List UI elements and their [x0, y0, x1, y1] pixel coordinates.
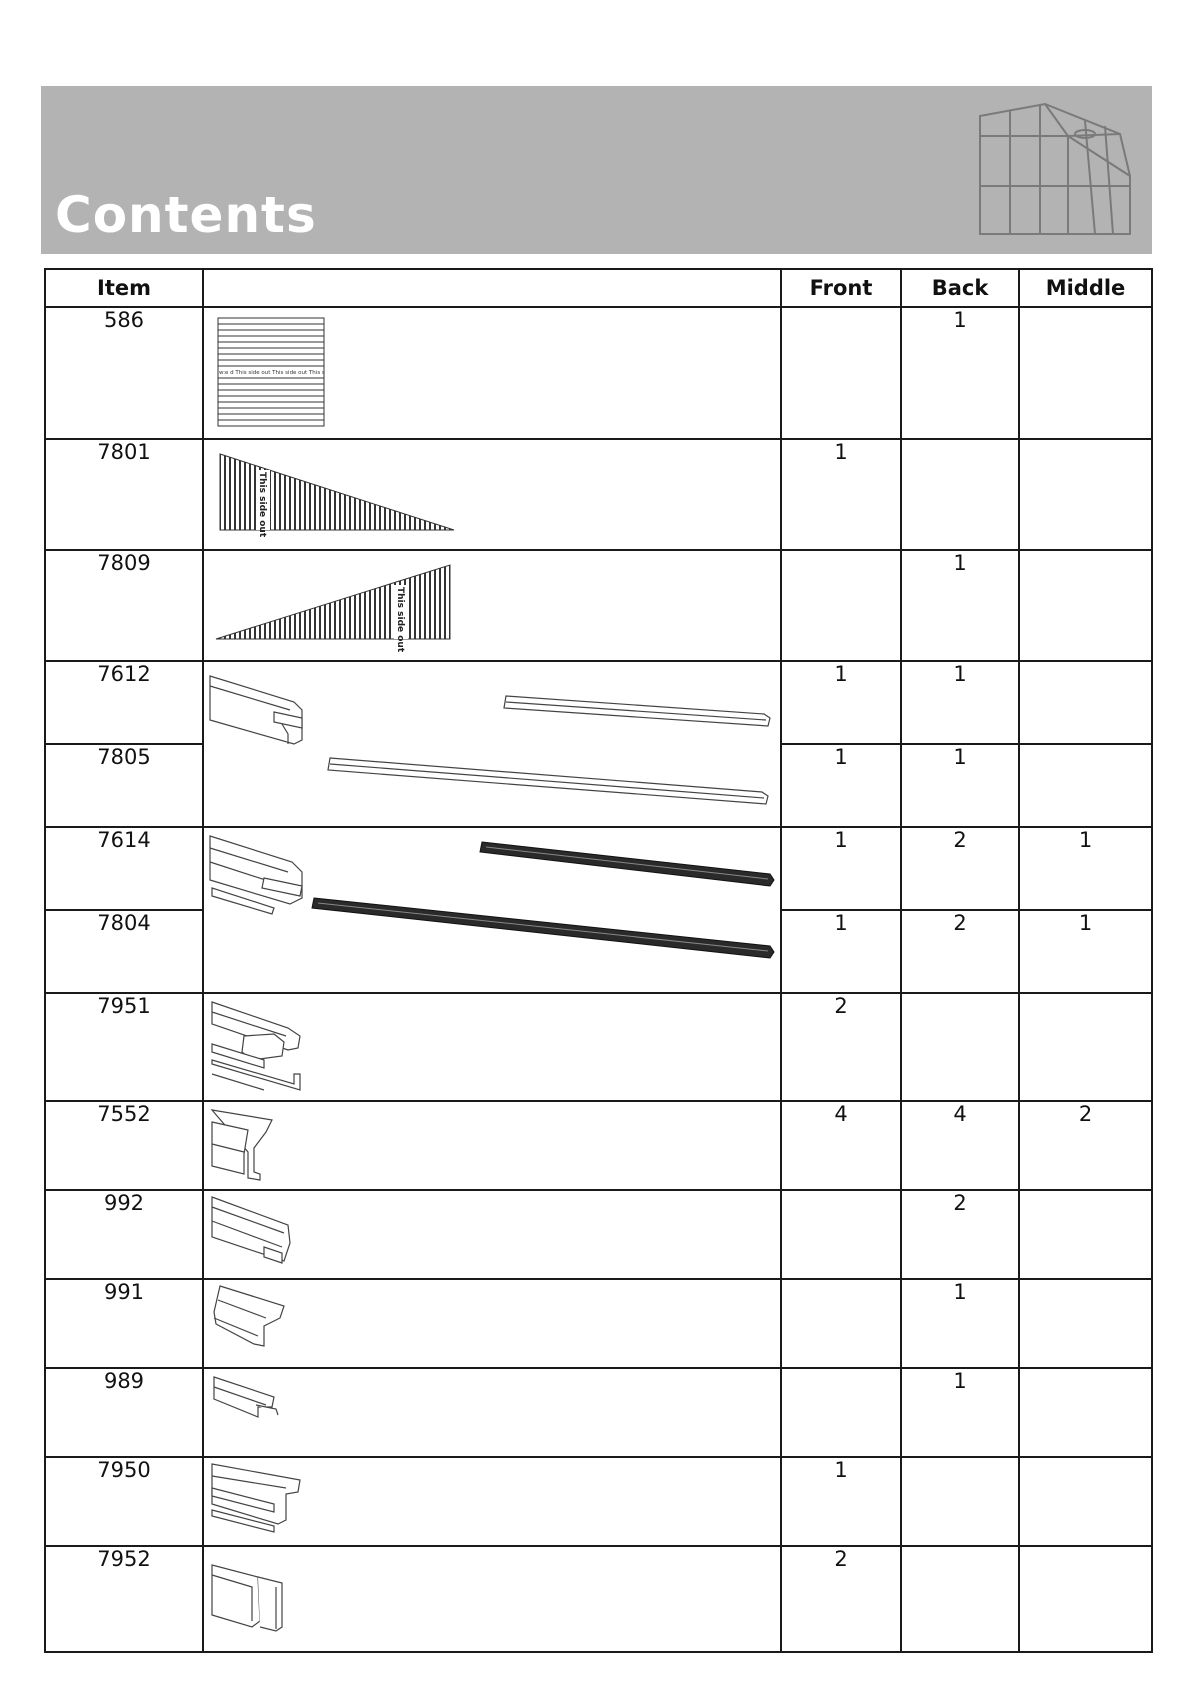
item-image — [203, 439, 781, 550]
table-row — [45, 661, 1152, 744]
middle-qty — [1019, 1279, 1152, 1368]
front-qty: 2 — [781, 993, 901, 1101]
item-number: 7952 — [45, 1546, 203, 1652]
contents-header — [41, 86, 1152, 254]
table-row — [45, 1368, 1152, 1457]
middle-qty: 2 — [1019, 1101, 1152, 1190]
middle-qty — [1019, 1368, 1152, 1457]
table-row — [45, 1279, 1152, 1368]
item-number: 7614 — [45, 827, 203, 910]
page-title: Contents — [55, 186, 317, 244]
table-row — [45, 550, 1152, 661]
back-qty: 1 — [901, 661, 1019, 744]
back-qty: 1 — [901, 550, 1019, 661]
profile-icon — [204, 1102, 778, 1187]
item-number: 989 — [45, 1368, 203, 1457]
column-header-image — [203, 269, 781, 307]
table-row — [45, 1546, 1152, 1652]
panel-label: This side out — [395, 587, 405, 653]
item-number: 7612 — [45, 661, 203, 744]
panel-label: w:e d This side out This side out This s — [219, 370, 325, 376]
item-image — [203, 993, 781, 1101]
profile-icon — [204, 1191, 778, 1276]
panel-triangle-left-icon — [204, 440, 778, 547]
item-image — [203, 1368, 781, 1457]
back-qty: 2 — [901, 910, 1019, 993]
item-number: 7804 — [45, 910, 203, 993]
item-image — [203, 1457, 781, 1546]
table-row — [45, 993, 1152, 1101]
item-image — [203, 550, 781, 661]
front-qty: 4 — [781, 1101, 901, 1190]
panel-triangle-right-icon — [204, 551, 778, 658]
item-image — [203, 1546, 781, 1652]
table-row — [45, 1457, 1152, 1546]
item-image — [203, 1279, 781, 1368]
middle-qty — [1019, 744, 1152, 827]
back-qty — [901, 993, 1019, 1101]
item-number: 991 — [45, 1279, 203, 1368]
item-image — [203, 307, 781, 439]
column-header-middle: Middle — [1019, 269, 1152, 307]
back-qty: 2 — [901, 1190, 1019, 1279]
front-qty: 1 — [781, 661, 901, 744]
back-qty: 1 — [901, 1279, 1019, 1368]
item-number: 7805 — [45, 744, 203, 827]
back-qty: 1 — [901, 1368, 1019, 1457]
item-image — [203, 827, 781, 993]
back-qty: 1 — [901, 744, 1019, 827]
profile-bar-icon — [204, 662, 778, 824]
middle-qty — [1019, 307, 1152, 439]
front-qty: 1 — [781, 439, 901, 550]
front-qty — [781, 1279, 901, 1368]
middle-qty: 1 — [1019, 910, 1152, 993]
front-qty — [781, 307, 901, 439]
item-image — [203, 1190, 781, 1279]
middle-qty: 1 — [1019, 827, 1152, 910]
middle-qty — [1019, 439, 1152, 550]
front-qty: 1 — [781, 827, 901, 910]
middle-qty — [1019, 1546, 1152, 1652]
item-image — [203, 1101, 781, 1190]
middle-qty — [1019, 1190, 1152, 1279]
profile-icon — [204, 1369, 778, 1454]
table-row — [45, 439, 1152, 550]
table-row — [45, 1190, 1152, 1279]
profile-icon — [204, 1458, 778, 1543]
column-header-front: Front — [781, 269, 901, 307]
front-qty: 1 — [781, 1457, 901, 1546]
contents-table — [44, 268, 1153, 1653]
profile-icon — [204, 994, 778, 1098]
back-qty — [901, 1457, 1019, 1546]
profile-bar-dark-icon — [204, 828, 778, 990]
front-qty — [781, 550, 901, 661]
item-number: 7950 — [45, 1457, 203, 1546]
item-number: 7552 — [45, 1101, 203, 1190]
table-header-row — [45, 269, 1152, 307]
table-row — [45, 307, 1152, 439]
middle-qty — [1019, 1457, 1152, 1546]
item-number: 586 — [45, 307, 203, 439]
back-qty: 2 — [901, 827, 1019, 910]
middle-qty — [1019, 993, 1152, 1101]
item-number: 7801 — [45, 439, 203, 550]
profile-icon — [204, 1547, 778, 1649]
column-header-back: Back — [901, 269, 1019, 307]
table-row — [45, 827, 1152, 910]
item-number: 992 — [45, 1190, 203, 1279]
item-number: 7951 — [45, 993, 203, 1101]
panel-label: This side out — [257, 472, 267, 538]
back-qty: 4 — [901, 1101, 1019, 1190]
panel-square-icon — [204, 308, 778, 436]
back-qty: 1 — [901, 307, 1019, 439]
front-qty: 1 — [781, 744, 901, 827]
front-qty — [781, 1190, 901, 1279]
front-qty: 2 — [781, 1546, 901, 1652]
middle-qty — [1019, 661, 1152, 744]
front-qty: 1 — [781, 910, 901, 993]
front-qty — [781, 1368, 901, 1457]
greenhouse-icon — [970, 96, 1140, 246]
column-header-item: Item — [45, 269, 203, 307]
profile-icon — [204, 1280, 778, 1365]
back-qty — [901, 1546, 1019, 1652]
item-image — [203, 661, 781, 827]
item-number: 7809 — [45, 550, 203, 661]
middle-qty — [1019, 550, 1152, 661]
table-row — [45, 1101, 1152, 1190]
back-qty — [901, 439, 1019, 550]
